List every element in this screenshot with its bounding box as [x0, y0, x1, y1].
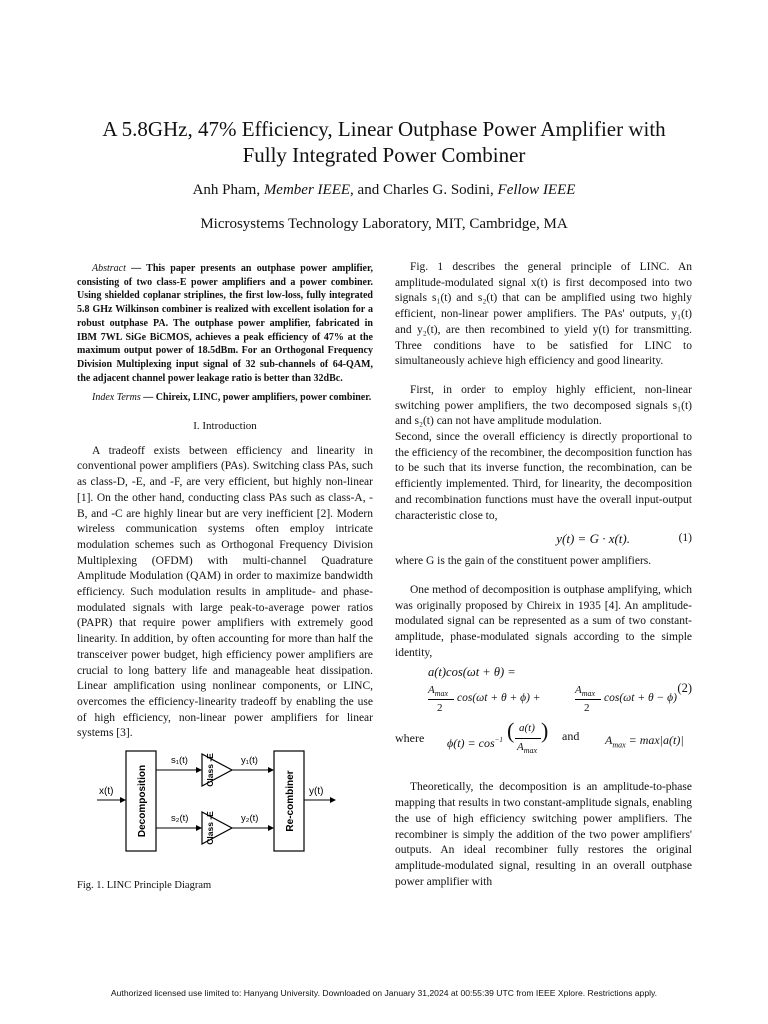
- right-paragraph-2: First, in order to employ highly efficient, non-linear switching power amplifiers, the two decomposed signals s₁(t) and s₂(t) can not have amplitude modulation.: [395, 383, 692, 428]
- phi-definition: [395, 718, 692, 767]
- author-1-role: Member IEEE: [263, 182, 351, 198]
- intro-paragraph-1: A tradeoff exists between efficiency and linearity in conventional power amplifiers (PAs). Switching class PAs, such as class-D, -E, and -F, are very efficient, but highly non-linear [1]. On the other hand, conducting class PAs such as class-A, -B, and -C are highly linear but are very inefficient [2]. Modern wireless communication systems often employ intricate modulation schemes such as Orthogonal Frequency Division Multiplexing (OFDM) with multi-channel Quadrature Amplitude Modulation (QAM) in order to maximize bandwidth efficiency. Such modulation results in amplitude- and phase-modulated signals with large peak-to-average power ratios (PAPR) that require power amplifiers with extremely good linearity. In addition, by often accounting for more than half the transceiver power budget, high efficiency power amplifiers are crucial to long battery life and manageable heat dissipation. Linear amplification using nonlinear components, or LINC, overcomes the efficiency-linearity tradeoff by enabling the use of high efficiency, non-linear power amplifiers for linear systems [3].: [77, 444, 373, 740]
- linc-diagram-svg: [77, 748, 373, 878]
- amax-definition: $A_{max} = \max|a(t)|$: [605, 733, 684, 750]
- index-terms-label: Index Terms: [92, 392, 141, 404]
- section-heading-introduction: I. Introduction: [193, 420, 257, 433]
- equation-2-line-2: [428, 683, 678, 717]
- equation-1: [395, 524, 692, 554]
- phi-fraction: ( a(t) $A_{max}$ ): [507, 718, 549, 756]
- s1-label: s₁(t): [171, 755, 188, 767]
- recombiner-label: Re-combiner: [285, 770, 296, 832]
- y2-label: y₂(t): [241, 813, 259, 825]
- phi-lhs: $\phi(t) = \cos^{-1}$: [447, 736, 503, 751]
- abstract-text: — This paper presents an outphase power amplifier, consisting of two class-E power amplifiers and a power combiner. Using shielded coplanar striplines, the first low-loss, fully integrated 5.8 GHz Wilkinson combiner is realized with excellent isolation for a robust outphase PA. The outphase power amplifier, fabricated in IBM 7WL SiGe BiCMOS, achieves a peak efficiency of 47% at the maximum output power of 18.5dBm. For an Orthogonal Frequency Division Multiplexing input signal of 32 sub-channels of 64-QAM, the adjacent channel power leakage ratio is better than 32dBc.: [77, 263, 373, 384]
- eq2-term-2: cos(ωt + θ − ϕ): [604, 692, 677, 705]
- abstract-label: Abstract: [92, 263, 126, 274]
- and-word: and: [562, 729, 580, 744]
- equation-2-number: (2): [677, 681, 692, 696]
- right-paragraph-1: Fig. 1 describes the general principle of LINC. An amplitude-modulated signal x(t) is first decomposed into two signals s₁(t) and s₂(t) that can be amplified using two highly efficient, non-linear power amplifiers. The PAs' outputs, y₁(t) and y₂(t), are then recombined to yield y(t) for transmitting. Three conditions have to be satisfied for LINC to simultaneously achieve high efficiency and good linearity.: [395, 261, 692, 368]
- index-terms: [77, 391, 373, 405]
- right-paragraph-4: where G is the gain of the constituent power amplifiers.: [395, 555, 652, 568]
- eq2-term-1: cos(ωt + θ + ϕ) +: [457, 692, 541, 705]
- title-line-2: Fully Integrated Power Combiner: [242, 143, 526, 167]
- title-line-1: A 5.8GHz, 47% Efficiency, Linear Outphase Power Amplifier with: [102, 117, 666, 141]
- figure-caption: Fig. 1. LINC Principle Diagram: [77, 880, 212, 892]
- pa-bottom-label: Class -E: [205, 811, 215, 845]
- s2-label: s₂(t): [171, 813, 189, 825]
- eq2-frac2-bar: [575, 699, 601, 700]
- right-paragraph-3: Second, since the overall efficiency is directly proportional to the efficiency of the recombiner, the decomposition function has to be such that its inverse function, the recombination, can be efficiently implemented. Third, for linearity, the decomposition and recombination functions must have the overall input-output characteristic close to,: [395, 431, 692, 522]
- author-2-role: Fellow IEEE: [497, 182, 576, 198]
- right-column: [395, 260, 692, 890]
- output-label: y(t): [309, 786, 324, 798]
- pa-top-label: Class -E: [205, 753, 215, 787]
- eq2-frac2-num: $A_{max}$: [575, 684, 596, 699]
- eq2-frac1-bar: [428, 699, 454, 700]
- equation-1-body: y(t) = G · x(t).: [556, 531, 630, 547]
- left-column: [77, 262, 373, 894]
- eq2-frac1-den: 2: [437, 702, 443, 715]
- decomposition-label: Decomposition: [137, 764, 148, 838]
- equation-1-number: (1): [678, 532, 692, 545]
- index-terms-text: — Chireix, LINC, power amplifiers, power combiner.: [140, 392, 372, 404]
- right-paragraph-5: One method of decomposition is outphase amplifying, which was originally proposed by Chireix in 1935 [4]. An amplitude-modulated signal can be represented as a sum of two constant-amplitude, phase-modulated signals according to the simple identity,: [395, 583, 692, 659]
- eq2-frac2-den: 2: [584, 702, 590, 715]
- footer-license: Authorized licensed use limited to: Hanyang University. Downloaded on January 31,2024 at 00:55:39 UTC from IEEE Xplore. Restrictions apply.: [110, 988, 658, 998]
- equation-2: [395, 661, 692, 721]
- where-word: where: [395, 731, 425, 746]
- author-separator: , and Charles G. Sodini,: [350, 182, 498, 198]
- right-paragraph-6: Theoretically, the decomposition is an amplitude-to-phase mapping that results in two constant-amplitude signals, enabling the use of high efficiency switching power amplifiers. The recombiner is simply the addition of the two power amplifiers' outputs. An ideal recombiner fully restores the original amplitude-modulated signal, resulting in an overall outphase power amplifier with: [395, 781, 692, 888]
- linc-diagram: [77, 748, 373, 878]
- input-label: x(t): [99, 786, 114, 798]
- abstract: [77, 262, 373, 385]
- equation-2-line-1: a(t)cos(ωt + θ) =: [428, 665, 516, 680]
- author-1: Anh Pham,: [192, 182, 264, 198]
- eq2-frac1-num: $A_{max}$: [428, 684, 449, 699]
- y1-label: y₁(t): [241, 755, 258, 767]
- paper-title: [40, 116, 728, 168]
- authors: [40, 182, 728, 199]
- affiliation: Microsystems Technology Laboratory, MIT, Cambridge, MA: [200, 216, 568, 232]
